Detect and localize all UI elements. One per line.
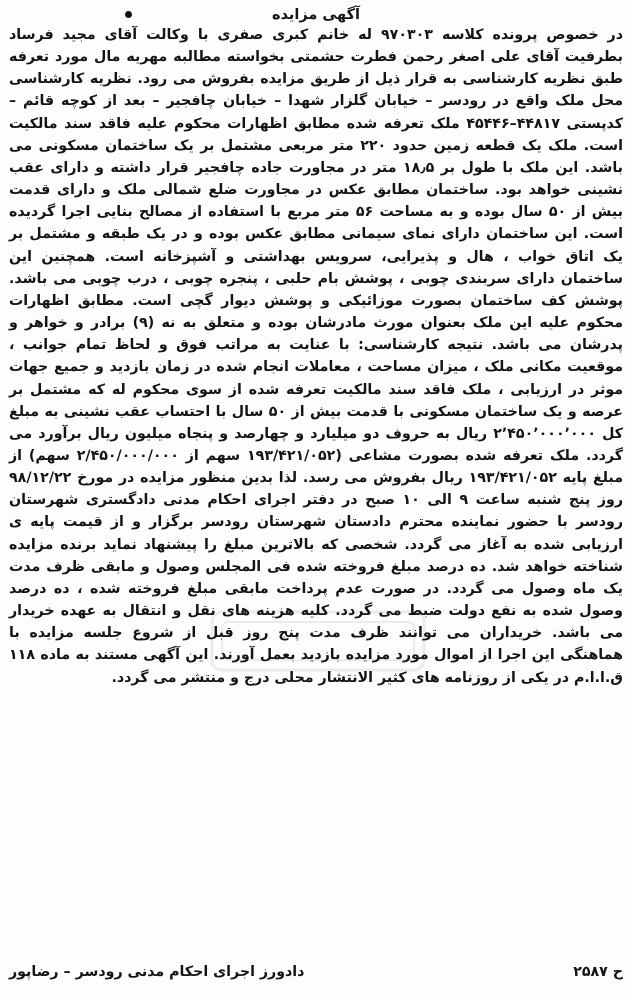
notice-footer bbox=[9, 960, 623, 984]
notice-title: آگهی مزایده bbox=[271, 7, 361, 23]
notice-header bbox=[9, 4, 623, 24]
notice-signature: دادورز اجرای احکام مدنی رودسر – رضاپور bbox=[9, 964, 305, 980]
notice-body: در خصوص پرونده کلاسه ۹۷۰۳۰۳ له خانم کبری صفری با وکالت آقای مجید فرساد بطرفیت آقای علی اصغر رحمن فطرت حشمتی بخواسته مطالبه مهریه مال مورد تعرفه طبق نظریه کارشناسی به قرار ذیل از طریق مزایده بفروش می رود. نظریه کارشناسی محل ملک واقع در رودسر – خیابان گلزار شهدا – خیابان چافجیر – بعد از کوچه قائم – کدپستی ۴۴۸۱۷–۴۵۴۴۶ ملک تعرفه شده مطابق اظهارات محکوم علیه فاقد سند مالکیت است. ملک یک قطعه زمین حدود ۲۲۰ متر مربعی مشتمل بر یک ساختمان مسکونی می باشد. این ملک با طول بر ۱۸٫۵ متر در مجاورت جاده چافجیر قرار داشته و دارای عقب نشینی خواهد بود. ساختمان مطابق عکس در مجاورت ضلع شمالی ملک و دارای قدمت بیش از ۵۰ سال بوده و به مساحت ۵۶ متر مربع با استفاده از مصالح بنایی اجرا گردیده است. این ساختمان دارای نمای سیمانی مطابق عکس بوده و در یک طبقه و مشتمل بر یک اتاق خواب ، هال و پذیرایی، سرویس بهداشتی و آشپزخانه است. همچنین این ساختمان دارای سربندی چوبی ، پوشش بام حلبی ، پنجره چوبی ، درب چوبی می باشد. پوشش کف ساختمان بصورت موزائیکی و پوشش دیوار گچی است. مطابق اظهارات محکوم علیه این ملک بعنوان مورث مادرشان بوده و متعلق به نه (۹) برادر و خواهر و پدرشان می باشد. نتیجه کارشناسی: با عنایت به مراتب فوق و لحاظ تمام جوانب ، موقعیت مکانی ملک ، میزان مساحت ، معاملات انجام شده در زمان بازدید و جمیع جهات موثر در ارزیابی ، ملک فاقد سند مالکیت تعرفه شده از سوی محکوم له که مشتمل بر عرصه و یک ساختمان مسکونی با قدمت بیش از ۵۰ سال با احتساب عقب نشینی به مبلغ کل ۲٬۴۵۰٬۰۰۰٬۰۰۰ ریال به حروف دو میلیارد و چهارصد و پنجاه میلیون ریال برآورد می گردد. ملک تعرفه شده بصورت مشاعی (۱۹۳/۴۲۱/۰۵۲ سهم از ۲/۴۵۰/۰۰۰/۰۰۰ سهم) از مبلغ پایه ۱۹۳/۴۲۱/۰۵۲ ریال بفروش می رسد. لذا بدین منظور مزایده در مورخ ۹۸/۱۲/۲۲ روز پنج شنبه ساعت ۹ الی ۱۰ صبح در دفتر اجرای احکام مدنی دادگستری شهرستان رودسر با حضور نماینده محترم دادستان شهرستان رودسر برگزار و از قیمت پایه ی ارزیابی شده به آغاز می گردد. شخصی که بالاترین مبلغ را پیشنهاد نماید برنده مزایده شناخته خواهد شد. ده درصد مبلغ فروخته شده فی المجلس وصول و مابقی ظرف مدت یک ماه وصول می گردد. در صورت عدم پرداخت مابقی مبلغ فروخته شده ، ده درصد وصول شده به نفع دولت ضبط می گردد. کلیه هزینه های نقل و انتقال به عهده خریدار می باشد. خریداران می توانند ظرف مدت پنج روز قبل از شروع جلسه مزایده با هماهنگی این اجرا از اموال مورد مزایده بازدید بعمل آورند. این آگهی مستند به ماده ۱۱۸ ق.ا.ا.م در یکی از روزنامه های کثیر الانتشار محلی درج و منتشر می گردد. bbox=[9, 27, 624, 686]
notice-code: ح ۲۵۸۷ bbox=[573, 964, 623, 980]
bullet-dot-icon bbox=[125, 11, 132, 18]
